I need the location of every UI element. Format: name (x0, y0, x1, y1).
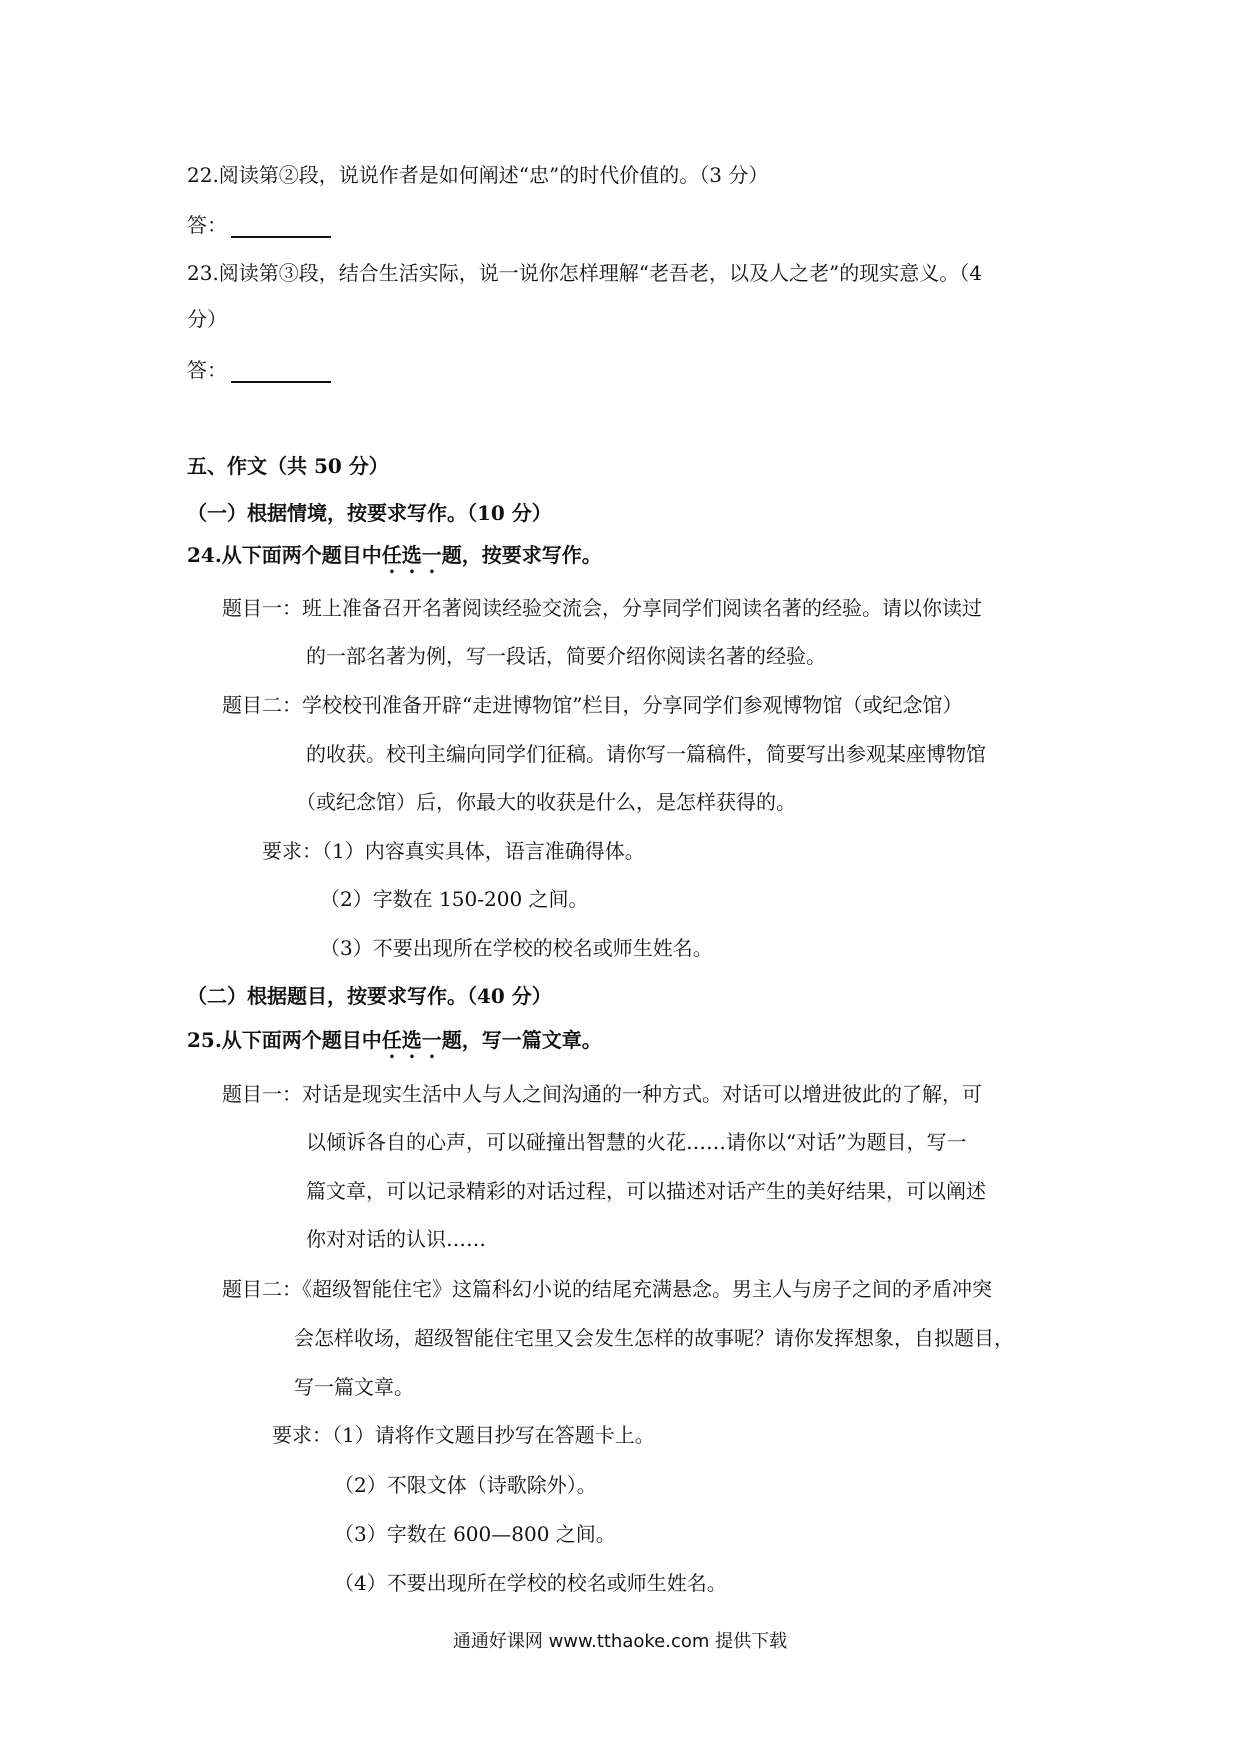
answer-blank (231, 216, 331, 238)
q24-requirement-1: 要求：（1）内容真实具体，语言准确得体。 (262, 839, 645, 863)
part-2-heading: （二）根据题目，按要求写作。（40 分） (187, 984, 552, 1008)
part-1-heading: （一）根据情境，按要求写作。（10 分） (187, 501, 552, 525)
question-25-post: 题，写一篇文章。 (441, 1028, 602, 1052)
answer-blank (231, 361, 331, 383)
q24-requirement-2: （2）字数在 150-200 之间。 (320, 887, 589, 911)
question-24-post: 题，按要求写作。 (441, 543, 602, 567)
q25-topic-2-line-3: 写一篇文章。 (294, 1375, 414, 1399)
question-24 (187, 542, 602, 578)
download-footer: 通通好课网 www.tthaoke.com 提供下载 (452, 1631, 788, 1652)
q24-topic-2-line-1: 题目二：学校校刊准备开辟“走进博物馆”栏目，分享同学们参观博物馆（或纪念馆） (222, 693, 963, 717)
q25-topic-1-line-1: 题目一：对话是现实生活中人与人之间沟通的一种方式。对话可以增进彼此的了解，可 (222, 1082, 982, 1106)
q24-topic-2-line-2: 的收获。校刊主编向同学们征稿。请你写一篇稿件，简要写出参观某座博物馆 (306, 742, 986, 766)
q24-topic-2-line-3: （或纪念馆）后，你最大的收获是什么，是怎样获得的。 (296, 790, 796, 814)
question-24-pre: 24.从下面两个题目中 (187, 543, 382, 567)
answer-23 (187, 357, 331, 383)
q24-topic-1-line-1: 题目一：班上准备召开名著阅读经验交流会，分享同学们阅读名著的经验。请以你读过 (222, 596, 982, 620)
question-23-line-2: 分） (187, 307, 227, 331)
answer-label: 答： (187, 358, 227, 382)
q25-topic-1-line-4: 你对对话的认识…… (306, 1227, 486, 1251)
question-25-emphasis: 任选一 (381, 1028, 442, 1052)
q25-topic-2-line-2: 会怎样收场，超级智能住宅里又会发生怎样的故事呢？请你发挥想象，自拟题目， (294, 1326, 1014, 1350)
question-22: 22.阅读第②段，说说作者是如何阐述“忠”的时代价值的。（3 分） (187, 163, 769, 187)
q25-requirement-2: （2）不限文体（诗歌除外）。 (334, 1473, 597, 1497)
question-25 (187, 1027, 602, 1063)
question-25-pre: 25.从下面两个题目中 (187, 1028, 382, 1052)
question-24-emphasis: 任选一 (381, 543, 442, 567)
answer-22 (187, 212, 331, 238)
q25-topic-1-line-3: 篇文章，可以记录精彩的对话过程，可以描述对话产生的美好结果，可以阐述 (306, 1179, 986, 1203)
question-23-line-1: 23.阅读第③段，结合生活实际，说一说你怎样理解“老吾老，以及人之老”的现实意义。（4 (187, 261, 982, 285)
q24-requirement-3: （3）不要出现所在学校的校名或师生姓名。 (320, 936, 713, 960)
q25-topic-2-line-1: 题目二：《超级智能住宅》这篇科幻小说的结尾充满悬念。男主人与房子之间的矛盾冲突 (222, 1277, 992, 1301)
q25-requirement-3: （3）字数在 600—800 之间。 (334, 1522, 616, 1546)
q24-topic-1-line-2: 的一部名著为例，写一段话，简要介绍你阅读名著的经验。 (306, 644, 826, 668)
q25-requirement-4: （4）不要出现所在学校的校名或师生姓名。 (334, 1571, 727, 1595)
answer-label: 答： (187, 213, 227, 237)
q25-requirement-1: 要求：（1）请将作文题目抄写在答题卡上。 (272, 1423, 655, 1447)
q25-topic-1-line-2: 以倾诉各自的心声，可以碰撞出智慧的火花……请你以“对话”为题目，写一 (306, 1130, 967, 1154)
section-5-heading: 五、作文（共 50 分） (187, 454, 389, 478)
